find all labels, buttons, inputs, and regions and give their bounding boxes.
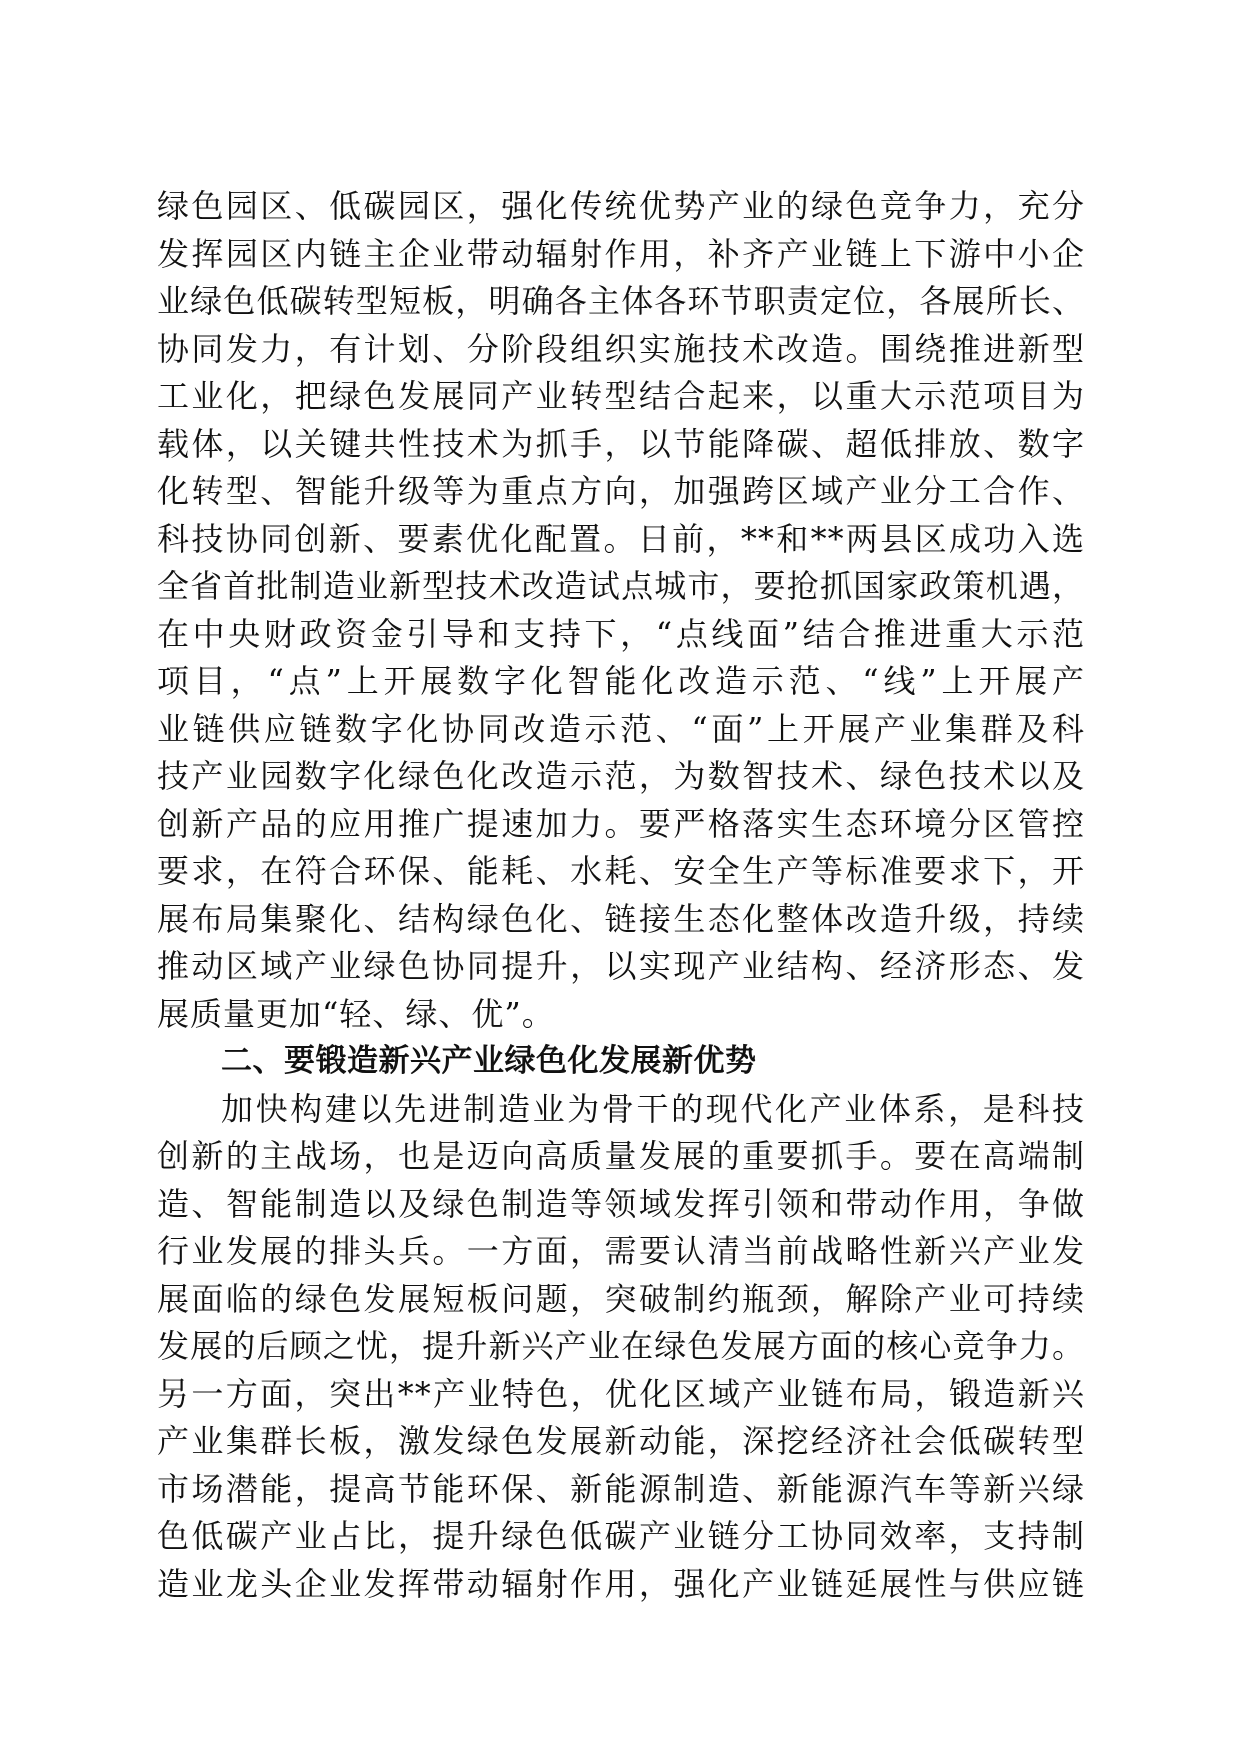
text-line: 在中央财政资金引导和支持下，“点线面”结合推进重大示范 [157,614,1085,653]
text-line: 载体，以关键共性技术为抓手，以节能降碳、超低排放、数字 [157,424,1085,463]
text-line: 加快构建以先进制造业为骨干的现代化产业体系，是科技 [221,1089,1085,1128]
text-line: 全省首批制造业新型技术改造试点城市，要抢抓国家政策机遇， [157,567,1085,605]
text-line: 项目，“点”上开展数字化智能化改造示范、“线”上开展产 [157,662,1085,700]
text-line: 业链供应链数字化协同改造示范、“面”上开展产业集群及科 [157,709,1085,748]
text-line: 展质量更加“轻、绿、优”。 [157,994,555,1033]
text-line: 行业发展的排头兵。一方面，需要认清当前战略性新兴产业发 [157,1232,1085,1270]
text-line: 科技协同创新、要素优化配置。日前，**和**两县区成功入选 [157,519,1085,558]
text-line: 协同发力，有计划、分阶段组织实施技术改造。围绕推进新型 [157,329,1085,368]
text-line: 业绿色低碳转型短板，明确各主体各环节职责定位，各展所长、 [157,282,1085,320]
text-line: 创新产品的应用推广提速加力。要严格落实生态环境分区管控 [157,804,1085,843]
text-line: 工业化，把绿色发展同产业转型结合起来，以重大示范项目为 [157,377,1085,415]
text-line: 创新的主战场，也是迈向高质量发展的重要抓手。要在高端制 [157,1137,1085,1175]
text-line: 要求，在符合环保、能耗、水耗、安全生产等标准要求下，开 [157,852,1085,890]
text-line: 市场潜能，提高节能环保、新能源制造、新能源汽车等新兴绿 [157,1469,1085,1508]
text-line: 绿色园区、低碳园区，强化传统优势产业的绿色竞争力，充分 [157,187,1085,225]
text-line: 化转型、智能升级等为重点方向，加强跨区域产业分工合作、 [157,472,1085,510]
paragraph-continued [157,183,1085,1038]
text-line: 展面临的绿色发展短板问题，突破制约瓶颈，解除产业可持续 [157,1279,1085,1318]
text-line: 另一方面，突出**产业特色，优化区域产业链布局，锻造新兴 [157,1374,1085,1413]
text-line: 色低碳产业占比，提升绿色低碳产业链分工协同效率，支持制 [157,1517,1085,1555]
text-line: 发挥园区内链主企业带动辐射作用，补齐产业链上下游中小企 [157,234,1085,273]
text-line: 技产业园数字化绿色化改造示范，为数智技术、绿色技术以及 [157,757,1085,795]
text-line: 造业龙头企业发挥带动辐射作用，强化产业链延展性与供应链 [157,1564,1085,1603]
paragraph [157,1086,1085,1609]
text-line: 展布局集聚化、结构绿色化、链接生态化整体改造升级，持续 [157,899,1085,938]
text-line: 发展的后顾之忧，提升新兴产业在绿色发展方面的核心竞争力。 [157,1327,1085,1365]
text-line: 产业集群长板，激发绿色发展新动能，深挖经济社会低碳转型 [157,1422,1085,1460]
document-body [157,183,1085,1608]
section-heading: 二、要锻造新兴产业绿色化发展新优势 [221,1043,757,1079]
text-line: 造、智能制造以及绿色制造等领域发挥引领和带动作用，争做 [157,1184,1085,1223]
text-line: 推动区域产业绿色协同提升，以实现产业结构、经济形态、发 [157,947,1085,985]
